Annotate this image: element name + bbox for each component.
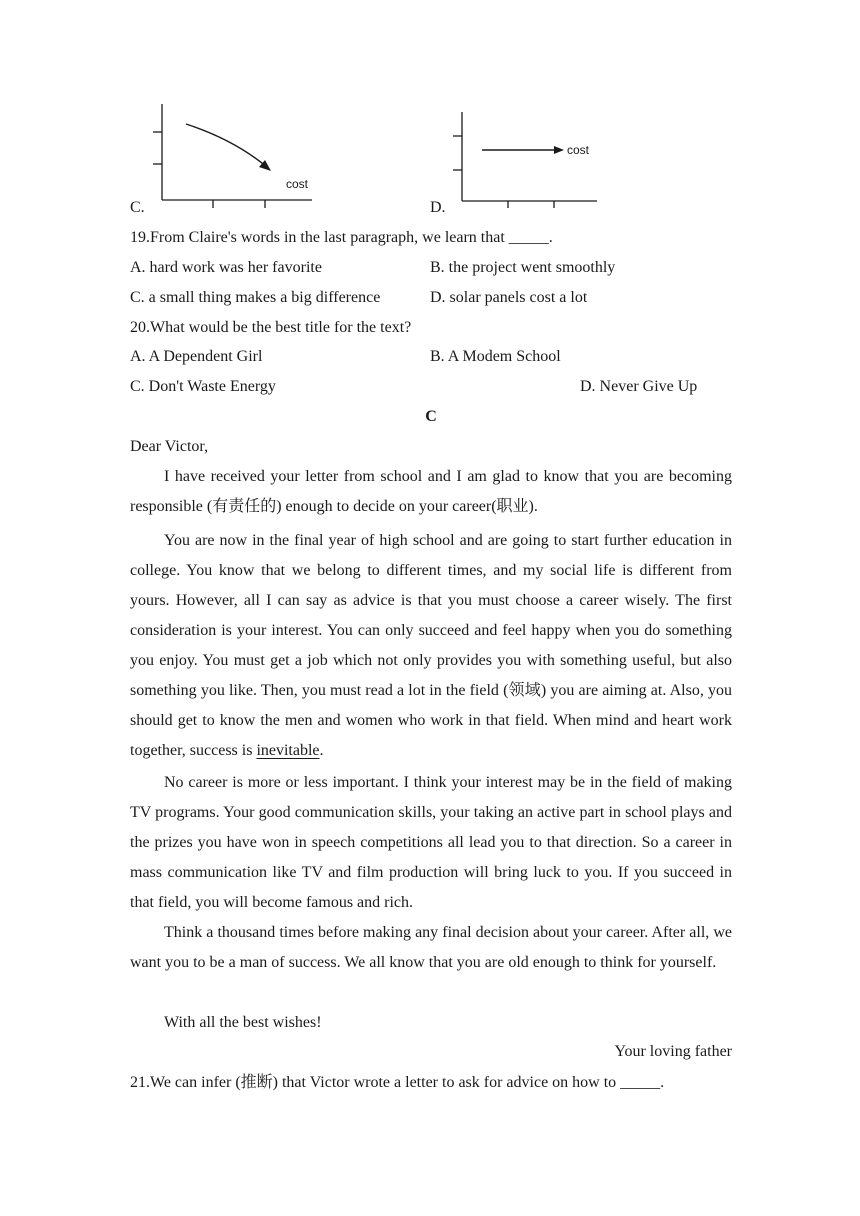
graph-c [150, 100, 320, 212]
letter-closing: With all the best wishes! [164, 1014, 322, 1031]
letter-paragraph-1: I have received your letter from school and I am glad to know that you are becoming responsible (有责任的) enough to decide on your career(职业). [130, 468, 732, 515]
letter-signature: Your loving father [614, 1043, 732, 1060]
letter-paragraph-4: Think a thousand times before making any final decision about your career. After all, we want you to be a man of success. We all know that you are old enough to think for yourself. [130, 924, 732, 971]
q19-option-b: B. the project went smoothly [430, 259, 616, 276]
q20-option-a: A. A Dependent Girl [130, 348, 263, 365]
q20-option-c: C. Don't Waste Energy [130, 378, 276, 395]
underlined-word: inevitable [256, 742, 320, 759]
section-heading: C [425, 408, 437, 425]
q19-option-d: D. solar panels cost a lot [430, 289, 588, 306]
letter-paragraph-3: No career is more or less important. I think your interest may be in the field of making TV programs. Your good communication skills, your taking an active part in school plays and the prizes you have won in speech competitions all lead you to that direction. So a career in mass communication like TV and film production will bring luck to you. If you succeed in that field, you will become famous and rich. [130, 774, 732, 911]
paragraph-2-text: You are now in the final year of high school and are going to start further education in college. You know that we belong to different times, and my social life is different from yours. However, all I can say as advice is that you must choose a career wisely. The first consideration is your interest. You can only succeed and feel happy when you do something you enjoy. You must get a job which not only provides you with something useful, but also something you like. Then, you must read a lot in the field (领域) you are aiming at. Also, you should get to know the men and women who work in that field. When mind and heart work together, success is [130, 532, 732, 759]
letter-salutation: Dear Victor, [130, 438, 209, 455]
paragraph-2-end: . [319, 742, 324, 759]
graph-d-arrowhead [554, 146, 564, 154]
q21-stem: 21.We can infer (推断) that Victor wrote a letter to ask for advice on how to _____. [130, 1074, 665, 1091]
q20-option-d: D. Never Give Up [580, 378, 698, 395]
option-c-label: C. [130, 199, 145, 216]
q19-option-a: A. hard work was her favorite [130, 259, 322, 276]
letter-paragraph-2 [130, 526, 732, 766]
q19-option-c: C. a small thing makes a big difference [130, 289, 381, 306]
graph-c-curve [186, 124, 268, 168]
q20-option-b: B. A Modem School [430, 348, 561, 365]
graph-d [450, 108, 610, 212]
option-d-label: D. [430, 199, 446, 216]
graph-c-label: cost [286, 177, 309, 191]
q20-stem: 20.What would be the best title for the text? [130, 319, 412, 336]
graph-d-label: cost [567, 143, 590, 157]
q19-stem: 19.From Claire's words in the last paragraph, we learn that _____. [130, 229, 553, 246]
